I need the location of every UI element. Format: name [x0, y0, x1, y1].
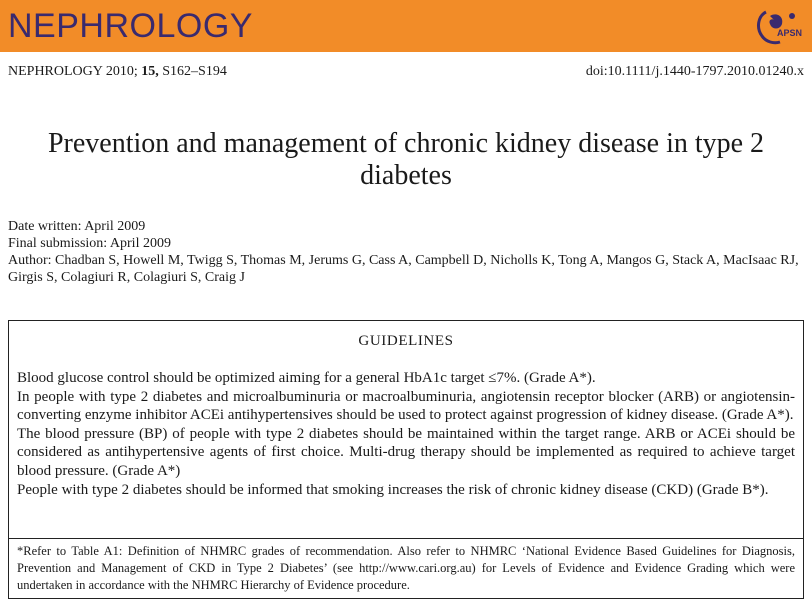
- date-written: Date written: April 2009: [8, 219, 146, 234]
- citation-volume: 15,: [141, 64, 159, 79]
- logo-text: APSN: [776, 28, 802, 38]
- footnote-divider: [9, 538, 803, 539]
- guidelines-heading: GUIDELINES: [358, 333, 454, 349]
- article-title: Prevention and management of chronic kidney disease in type 2 diabetes: [47, 128, 765, 191]
- guidelines-footnote: *Refer to Table A1: Definition of NHMRC grades of recommendation. Also refer to NHMRC ‘National Evidence Based Guidelines for Diagnosis, Prevention and Management of CKD in Type 2 Diabetes’ (see http://www.cari.org.au) for Levels of Evidence and Evidence Grading which were undertaken in accordance with the NHMRC Hierarchy of Evidence procedure.: [17, 544, 795, 592]
- citation-journal: NEPHROLOGY: [8, 64, 103, 79]
- apsn-logo-icon: [752, 6, 804, 48]
- journal-title: NEPHROLOGY: [8, 7, 253, 45]
- citation-line: [8, 64, 227, 80]
- doi: doi:10.1111/j.1440-1797.2010.01240.x: [585, 64, 804, 79]
- citation-pages: S162–S194: [162, 64, 227, 79]
- guidelines-box: [8, 320, 804, 599]
- guidelines-list: [17, 369, 795, 499]
- guideline-item: The blood pressure (BP) of people with type 2 diabetes should be maintained within the target range. ARB or ACEi should be considered as antihypertensive agents of first choice. Multi-drug therapy should be implemented as required to achieve target blood pressure. (Grade A*): [17, 425, 795, 479]
- final-submission: Final submission: April 2009: [8, 236, 171, 251]
- citation-year: 2010;: [105, 64, 138, 79]
- guideline-item: Blood glucose control should be optimized aiming for a general HbA1c target ≤7%. (Grade A*).: [17, 370, 596, 386]
- authors: Author: Chadban S, Howell M, Twigg S, Thomas M, Jerums G, Cass A, Campbell D, Nicholls K, Tong A, Mangos G, Stack A, MacIsaac RJ, Girgis S, Colagiuri R, Colagiuri S, Craig J: [8, 253, 799, 285]
- guideline-item: In people with type 2 diabetes and microalbuminuria or macroalbuminuria, angiotensin receptor blocker (ARB) or angiotensin-converting enzyme inhibitor ACEi antihypertensives should be used to protect against progression of kidney disease. (Grade A*).: [17, 388, 795, 424]
- article-meta: [8, 218, 804, 286]
- guideline-item: People with type 2 diabetes should be informed that smoking increases the risk of chronic kidney disease (CKD) (Grade B*).: [17, 481, 769, 498]
- journal-banner: [0, 0, 812, 52]
